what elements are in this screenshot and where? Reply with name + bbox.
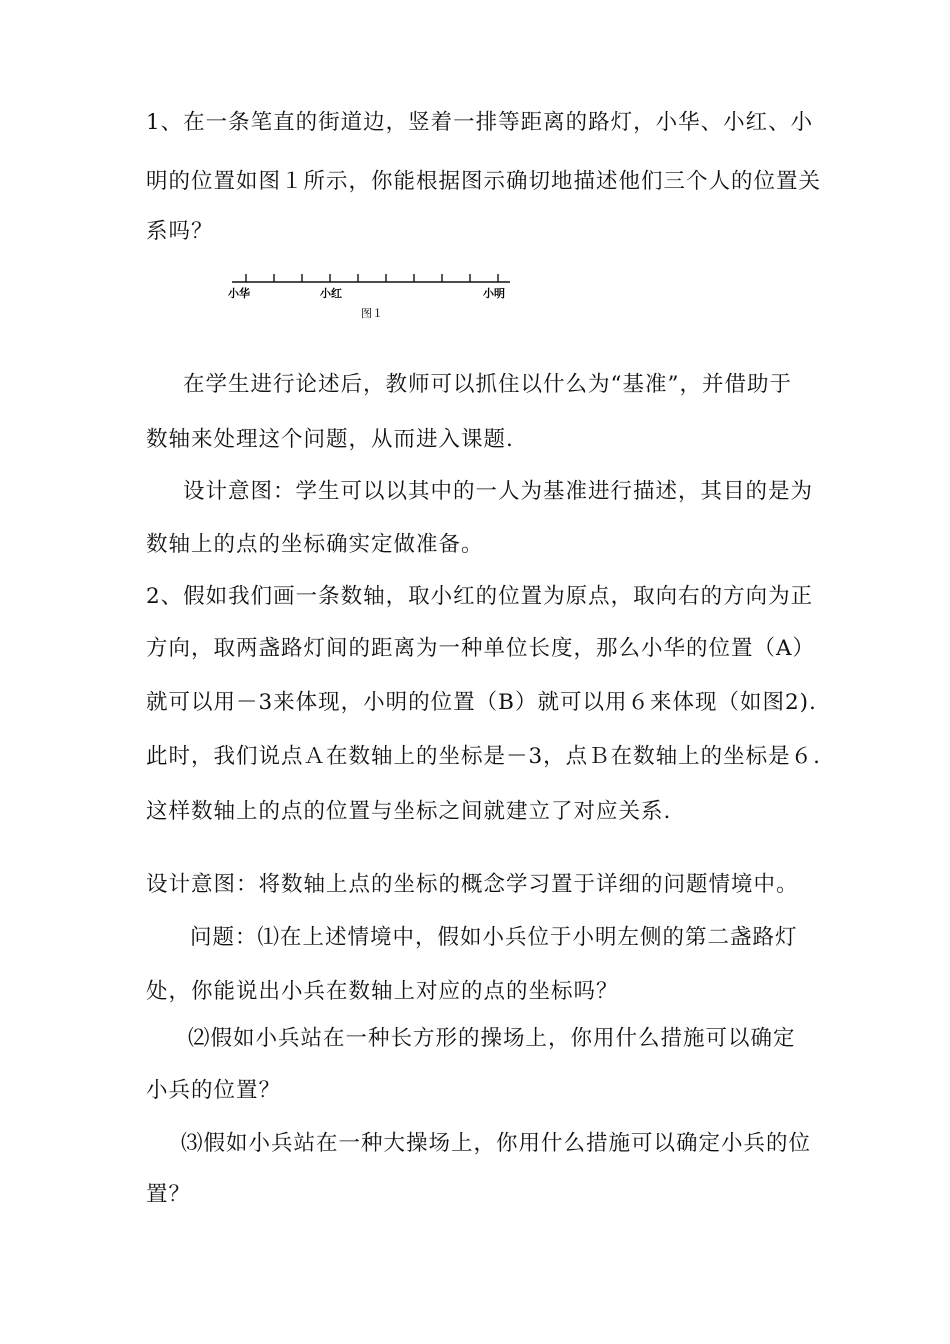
figure-1-streetlights	[228, 268, 518, 328]
question-line1: 问题：⑴在上述情境中，假如小兵位于小明左侧的第二盏路灯	[190, 925, 798, 950]
paragraph3-line2: 方向，取两盏路灯间的距离为一种单位长度，那么小华的位置（A）	[146, 636, 816, 661]
figure-1-svg	[228, 268, 518, 328]
question-line2: 处，你能说出小兵在数轴上对应的点的坐标吗？	[146, 979, 619, 1004]
label-xiaohong: 小红	[320, 287, 342, 300]
design-intent2-line1: 设计意图：将数轴上点的坐标的概念学习置于详细的问题情境中。	[146, 872, 799, 897]
design-intent1-line1: 设计意图：学生可以以其中的一人为基准进行描述，其目的是为	[183, 479, 814, 504]
paragraph3-line5: 这样数轴上的点的位置与坐标之间就建立了对应关系.	[146, 799, 672, 824]
paragraph1-line2: 明的位置如图１所示，你能根据图示确切地描述他们三个人的位置关	[146, 169, 822, 194]
design-intent1-line2: 数轴上的点的坐标确实定做准备。	[146, 532, 484, 557]
question-line6: 置？	[146, 1182, 192, 1207]
lamp-ticks	[246, 274, 498, 282]
paragraph3-line4: 此时，我们说点Ａ在数轴上的坐标是－3，点Ｂ在数轴上的坐标是６.	[146, 744, 822, 769]
question-line5: ⑶假如小兵站在一种大操场上，你用什么措施可以确定小兵的位	[181, 1131, 812, 1156]
question-line4: 小兵的位置？	[146, 1078, 282, 1103]
figure-1-caption: 图１	[361, 307, 383, 320]
label-xiaoming: 小明	[483, 287, 505, 300]
paragraph1-line1: 1、在一条笔直的街道边，竖着一排等距离的路灯，小华、小红、小	[146, 110, 814, 135]
label-xiaohua: 小华	[228, 287, 250, 300]
paragraph1-line3: 系吗？	[146, 219, 214, 244]
question-line3: ⑵假如小兵站在一种长方形的操场上，你用什么措施可以确定	[188, 1026, 796, 1051]
paragraph2-line2: 数轴来处理这个问题，从而进入课题.	[146, 427, 514, 452]
paragraph2-line1: 在学生进行论述后，教师可以抓住以什么为“基准”，并借助于	[183, 372, 792, 397]
paragraph3-line1: 2、假如我们画一条数轴，取小红的位置为原点，取向右的方向为正	[146, 584, 814, 609]
paragraph3-line3: 就可以用－3来体现，小明的位置（B）就可以用６来体现（如图2).	[146, 690, 817, 715]
